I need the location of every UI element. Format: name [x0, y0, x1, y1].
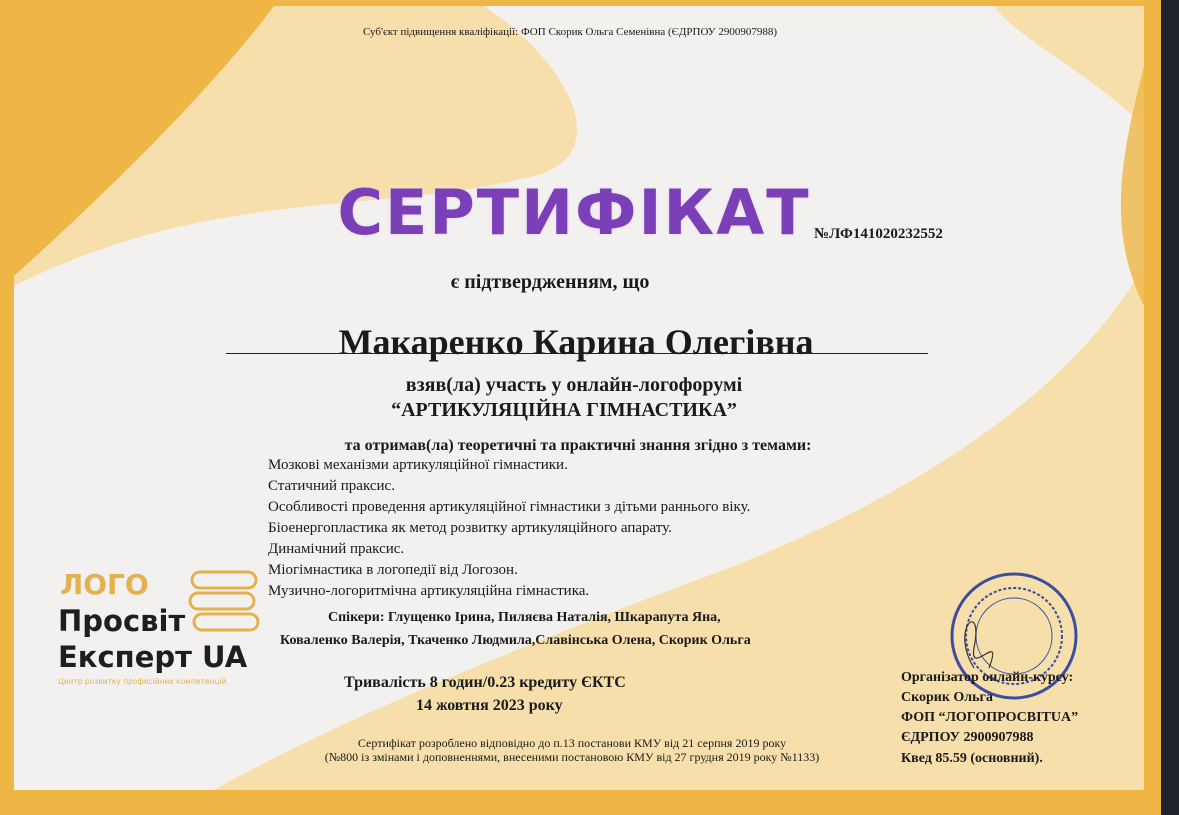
topic-item: Динамічний праксис. — [268, 541, 405, 557]
topic-item: Мозкові механізми артикуляційної гімнастики. — [268, 457, 568, 473]
topic-item: Музично-логоритмічна артикуляційна гімнастика. — [268, 583, 590, 599]
certificate-sheet: Суб'єкт підвищення кваліфікації: ФОП Скорик Ольга Семенівна (ЄДРПОУ 2900907988) СЕРТИФІКАТ №ЛФ141020232552 є підтвердженням, що Макаренко Карина Олегівна взяв(ла) участь у онлайн-логофорумі “АРТИКУЛЯЦІЙНА ГІМНАСТИКА” та отримав(ла) теоретичні та практичні знання згідно з темами: Мозкові механізми артикуляційної гімнастики. Статичний праксис. Особливості проведення артикуляційної гімнастики з дітьми раннього віку. Біоенергопластика як метод розвитку артикуляційного апарату. Динамічний праксис. Міогімнастика в логопедії від Логозон. Музично-логоритмічна артикуляційна гімнастика. Спікери: Глущенко Ірина, Пиляєва Наталія, Шкарапута Яна, Коваленко Валерія, Ткаченко Людмила,Славінська Олена, Скорик Ольга Тривалість 8 годин/0.23 кредиту ЄКТС 14 жовтня 2023 року Сертифікат розроблено відповідно до п.13 постанови КМУ від 21 серпня 2019 року (№800 із змінами і доповненнями, внесеними постановою КМУ від 27 грудня 2019 року №1133) ЛОГО Просвіт Експерт UA Центр розвитку професійних компетенцій Організатор онлайн-курсу: Скорик Ольга ФОП “ЛОГОПРОСВІТUA” ЄДРПОУ 2900907988 Квед 85.59 (основний). — [14, 6, 1144, 790]
legal-line-2: (№800 із змінами і доповненнями, внесеними постановою КМУ від 27 грудня 2019 року №1133) — [324, 750, 820, 764]
organizer-company: ФОП “ЛОГОПРОСВІТUA” — [901, 710, 1079, 725]
official-stamp — [944, 568, 1084, 708]
topic-item: Статичний праксис. — [268, 478, 395, 494]
knowledge-text: та отримав(ла) теоретичні та практичні знання згідно з темами: — [344, 437, 812, 454]
topics-list — [268, 455, 750, 602]
certificate-title: СЕРТИФІКАТ — [337, 176, 811, 249]
organizer-label: Організатор онлайн-курсу: — [901, 670, 1074, 685]
recipient-name: Макаренко Карина Олегівна — [338, 322, 814, 362]
topic-item: Міогімнастика в логопедії від Логозон. — [268, 562, 518, 578]
issue-date: 14 жовтня 2023 року — [416, 697, 563, 714]
name-underline — [226, 353, 928, 354]
certificate-number: №ЛФ141020232552 — [814, 226, 943, 242]
event-name: “АРТИКУЛЯЦІЙНА ГІМНАСТИКА” — [391, 399, 737, 421]
topic-item: Біоенергопластика як метод розвитку артикуляційного апарату. — [268, 520, 672, 536]
screen-edge — [1161, 0, 1179, 815]
speakers-line-2: Коваленко Валерія, Ткаченко Людмила,Славінська Олена, Скорик Ольга — [280, 633, 751, 648]
subject-header: Суб'єкт підвищення кваліфікації: ФОП Скорик Ольга Семенівна (ЄДРПОУ 2900907988) — [362, 26, 778, 38]
duration: Тривалість 8 годин/0.23 кредиту ЄКТС — [344, 674, 626, 691]
organizer-edrpou: ЄДРПОУ 2900907988 — [901, 730, 1034, 745]
books-icon — [188, 568, 260, 636]
organizer-kved: Квед 85.59 (основний). — [901, 751, 1043, 766]
confirmation-text: є підтвердженням, що — [450, 271, 650, 293]
organizer-name: Скорик Ольга — [901, 690, 993, 705]
speakers-line-1: Спікери: Глущенко Ірина, Пиляєва Наталія, Шкарапута Яна, — [328, 610, 721, 625]
legal-line-1: Сертифікат розроблено відповідно до п.13 постанови КМУ від 21 серпня 2019 року — [357, 736, 787, 750]
participation-text: взяв(ла) участь у онлайн-логофорумі — [405, 374, 743, 396]
topic-item: Особливості проведення артикуляційної гімнастики з дітьми раннього віку. — [268, 499, 751, 515]
